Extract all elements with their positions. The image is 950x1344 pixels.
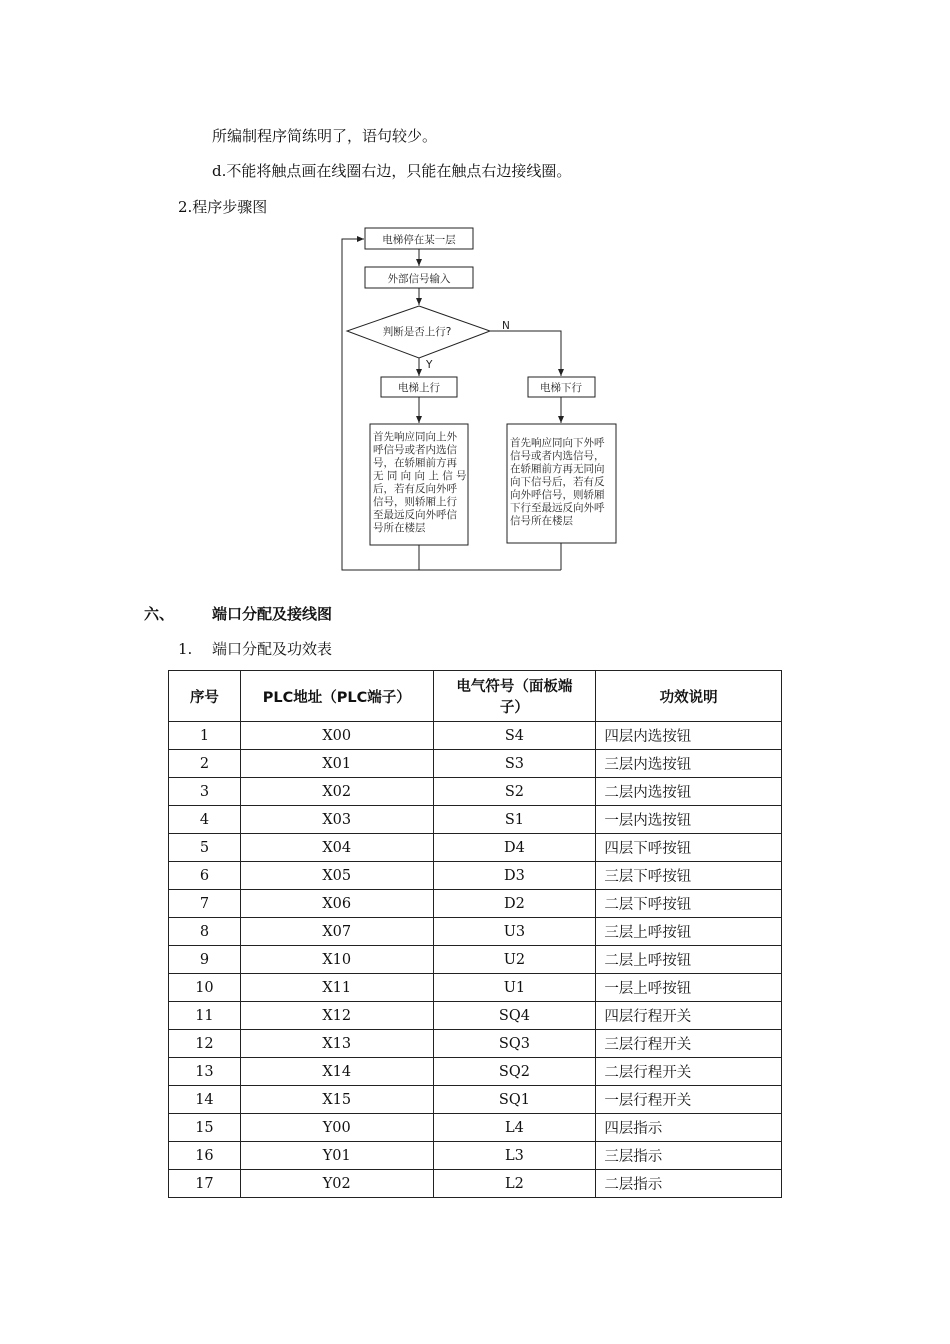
cell-index: 6: [169, 862, 241, 890]
decision-label: 判断是否上行?: [382, 326, 452, 338]
up-desc-line-3: 号，在轿厢前方再: [373, 457, 457, 469]
intro-line-2: d.不能将触点画在线圈右边，只能在触点右边接线圈。: [212, 162, 572, 180]
header-index: 序号: [169, 671, 241, 722]
cell-index: 11: [169, 1002, 241, 1030]
cell-plc-address: X00: [240, 722, 433, 750]
intro-line-1: 所编制程序简练明了，语句较少。: [212, 127, 438, 145]
cell-electrical-symbol: U3: [433, 918, 596, 946]
table-row: [169, 1058, 782, 1086]
cell-electrical-symbol: S3: [433, 750, 596, 778]
cell-plc-address: Y02: [240, 1170, 433, 1198]
cell-plc-address: X07: [240, 918, 433, 946]
cell-electrical-symbol: L3: [433, 1142, 596, 1170]
no-label: N: [502, 320, 510, 332]
cell-index: 14: [169, 1086, 241, 1114]
table-row: [169, 890, 782, 918]
table-row: [169, 806, 782, 834]
yes-label: Y: [426, 359, 433, 371]
cell-electrical-symbol: SQ4: [433, 1002, 596, 1030]
table-row: [169, 722, 782, 750]
table-header-row: [169, 671, 782, 722]
down-desc-line-5: 向外呼信号，则轿厢: [510, 489, 605, 501]
cell-electrical-symbol: D4: [433, 834, 596, 862]
cell-function: 四层行程开关: [596, 1002, 782, 1030]
table-row: [169, 1002, 782, 1030]
cell-function: 二层指示: [596, 1170, 782, 1198]
cell-plc-address: X04: [240, 834, 433, 862]
box-elevator-down-label: 电梯下行: [540, 382, 582, 394]
cell-function: 三层内选按钮: [596, 750, 782, 778]
cell-electrical-symbol: SQ3: [433, 1030, 596, 1058]
cell-index: 17: [169, 1170, 241, 1198]
cell-index: 12: [169, 1030, 241, 1058]
cell-function: 三层上呼按钮: [596, 918, 782, 946]
header-plc-address: PLC地址（PLC端子）: [240, 671, 433, 722]
cell-plc-address: Y00: [240, 1114, 433, 1142]
table-row: [169, 918, 782, 946]
table-row: [169, 974, 782, 1002]
down-desc-line-2: 信号或者内选信号，: [510, 450, 605, 462]
cell-electrical-symbol: D2: [433, 890, 596, 918]
table-row: [169, 946, 782, 974]
cell-plc-address: X02: [240, 778, 433, 806]
section-title: 端口分配及接线图: [212, 605, 333, 623]
cell-index: 2: [169, 750, 241, 778]
program-flowchart: [330, 222, 630, 574]
down-desc-line-3: 在轿厢前方再无同向: [510, 463, 605, 475]
subsection-number: 1.: [178, 640, 193, 658]
cell-plc-address: X01: [240, 750, 433, 778]
cell-index: 7: [169, 890, 241, 918]
down-description-text: [510, 436, 605, 527]
cell-plc-address: X03: [240, 806, 433, 834]
cell-index: 4: [169, 806, 241, 834]
up-desc-line-2: 呼信号或者内选信: [373, 444, 457, 456]
table-row: [169, 1114, 782, 1142]
box-elevator-stop-label: 电梯停在某一层: [382, 234, 456, 246]
cell-function: 二层行程开关: [596, 1058, 782, 1086]
cell-plc-address: X11: [240, 974, 433, 1002]
header-function: 功效说明: [596, 671, 782, 722]
cell-function: 四层内选按钮: [596, 722, 782, 750]
cell-function: 四层指示: [596, 1114, 782, 1142]
up-desc-line-4: 无 同 向 向 上 信 号: [373, 470, 467, 482]
cell-electrical-symbol: S1: [433, 806, 596, 834]
cell-plc-address: X15: [240, 1086, 433, 1114]
table-row: [169, 1142, 782, 1170]
cell-electrical-symbol: SQ2: [433, 1058, 596, 1086]
section-number: 六、: [144, 605, 175, 623]
cell-electrical-symbol: D3: [433, 862, 596, 890]
cell-index: 13: [169, 1058, 241, 1086]
cell-index: 15: [169, 1114, 241, 1142]
cell-index: 1: [169, 722, 241, 750]
port-assignment-table: [168, 670, 782, 1198]
cell-function: 一层行程开关: [596, 1086, 782, 1114]
cell-electrical-symbol: SQ1: [433, 1086, 596, 1114]
cell-function: 二层内选按钮: [596, 778, 782, 806]
cell-index: 9: [169, 946, 241, 974]
cell-electrical-symbol: L4: [433, 1114, 596, 1142]
cell-electrical-symbol: S4: [433, 722, 596, 750]
cell-plc-address: X05: [240, 862, 433, 890]
header-electrical-symbol: 电气符号（面板端子）: [433, 671, 596, 722]
cell-function: 三层指示: [596, 1142, 782, 1170]
cell-electrical-symbol: L2: [433, 1170, 596, 1198]
up-desc-line-6: 信号，则轿厢上行: [373, 496, 457, 508]
cell-function: 四层下呼按钮: [596, 834, 782, 862]
cell-index: 3: [169, 778, 241, 806]
down-desc-line-1: 首先响应同向下外呼: [510, 437, 605, 449]
table-body: [169, 722, 782, 1198]
box-external-signal-label: 外部信号输入: [387, 273, 451, 285]
cell-electrical-symbol: S2: [433, 778, 596, 806]
cell-plc-address: X10: [240, 946, 433, 974]
up-desc-line-1: 首先响应同向上外: [373, 431, 457, 443]
table-row: [169, 1086, 782, 1114]
cell-electrical-symbol: U1: [433, 974, 596, 1002]
cell-index: 10: [169, 974, 241, 1002]
cell-plc-address: X13: [240, 1030, 433, 1058]
up-desc-line-5: 后，若有反向外呼: [373, 483, 457, 495]
table-row: [169, 834, 782, 862]
flowchart-heading: 2.程序步骤图: [178, 198, 268, 216]
cell-function: 一层上呼按钮: [596, 974, 782, 1002]
subsection-title: 端口分配及功效表: [212, 640, 333, 658]
down-desc-line-4: 向下信号后，若有反: [510, 476, 605, 488]
cell-index: 5: [169, 834, 241, 862]
cell-plc-address: X12: [240, 1002, 433, 1030]
cell-index: 16: [169, 1142, 241, 1170]
cell-function: 二层上呼按钮: [596, 946, 782, 974]
up-desc-line-7: 至最远反向外呼信: [373, 509, 457, 521]
table-row: [169, 750, 782, 778]
cell-function: 二层下呼按钮: [596, 890, 782, 918]
table-row: [169, 1170, 782, 1198]
table-row: [169, 778, 782, 806]
cell-electrical-symbol: U2: [433, 946, 596, 974]
up-desc-line-8: 号所在楼层: [373, 522, 426, 534]
table-row: [169, 862, 782, 890]
down-desc-line-7: 信号所在楼层: [510, 515, 573, 527]
cell-plc-address: X14: [240, 1058, 433, 1086]
cell-index: 8: [169, 918, 241, 946]
cell-function: 三层下呼按钮: [596, 862, 782, 890]
down-desc-line-6: 下行至最远反向外呼: [510, 502, 605, 514]
cell-function: 三层行程开关: [596, 1030, 782, 1058]
cell-plc-address: X06: [240, 890, 433, 918]
table-row: [169, 1030, 782, 1058]
cell-plc-address: Y01: [240, 1142, 433, 1170]
box-elevator-up-label: 电梯上行: [398, 382, 440, 394]
cell-function: 一层内选按钮: [596, 806, 782, 834]
